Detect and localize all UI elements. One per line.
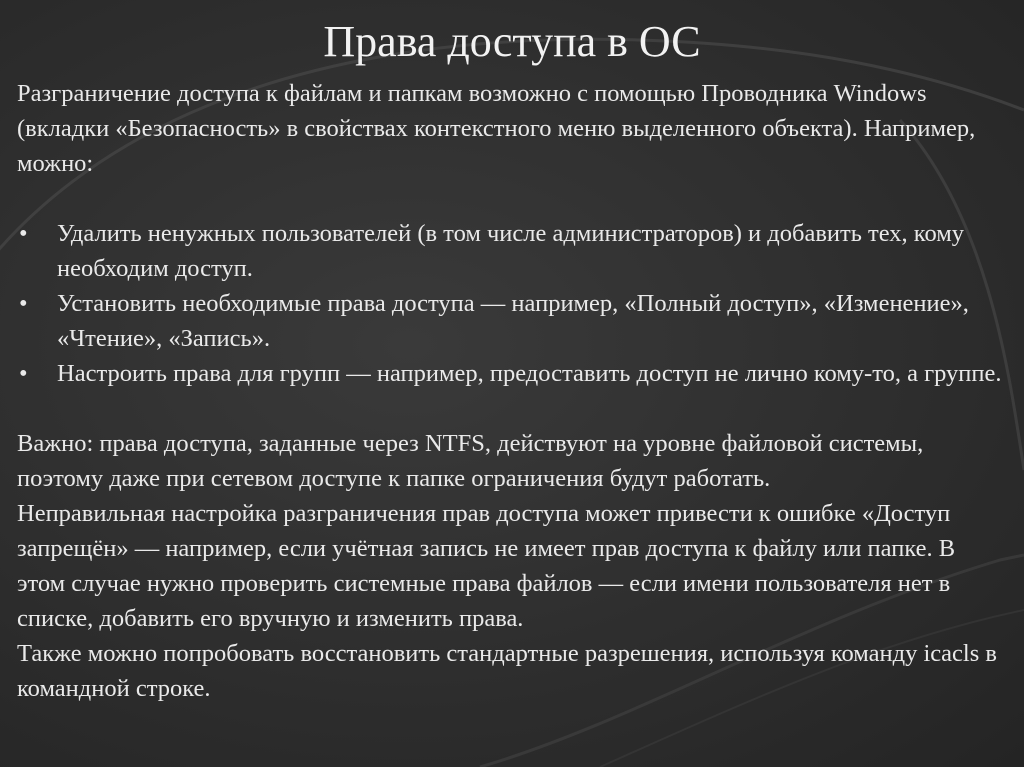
spacer xyxy=(17,181,1007,216)
bullet-list xyxy=(17,216,1007,391)
bullet-item xyxy=(17,356,1007,391)
bullet-text: Настроить права для групп — например, предоставить доступ не лично кому-то, а группе. xyxy=(57,360,1002,387)
intro-paragraph: Разграничение доступа к файлам и папкам возможно с помощью Проводника Windows (вкладки «Безопасность» в свойствах контекстного меню выделенного объекта). Например, можно: xyxy=(17,80,976,177)
important-paragraph: Важно: права доступа, заданные через NTFS, действуют на уровне файловой системы, поэтому даже при сетевом доступе к папке ограничения будут работать. xyxy=(17,430,924,492)
bullet-text: Установить необходимые права доступа — например, «Полный доступ», «Изменение», «Чтение», «Запись». xyxy=(57,290,969,352)
slide-body xyxy=(17,76,1007,706)
spacer xyxy=(17,391,1007,426)
bullet-item xyxy=(17,216,1007,286)
bullet-icon: • xyxy=(19,220,28,247)
bullet-icon: • xyxy=(19,290,28,317)
bullet-item xyxy=(17,286,1007,356)
icacls-paragraph: Также можно попробовать восстановить стандартные разрешения, используя команду icacls в командной строке. xyxy=(17,640,997,702)
error-paragraph: Неправильная настройка разграничения прав доступа может привести к ошибке «Доступ запрещён» — например, если учётная запись не имеет прав доступа к файлу или папке. В этом случае нужно проверить системные права файлов — если имени пользователя нет в списке, добавить его вручную и изменить права. xyxy=(17,500,956,632)
slide-title: Права доступа в ОС xyxy=(323,17,701,66)
bullet-icon: • xyxy=(19,360,28,387)
bullet-text: Удалить ненужных пользователей (в том числе администраторов) и добавить тех, кому необходим доступ. xyxy=(57,220,964,282)
